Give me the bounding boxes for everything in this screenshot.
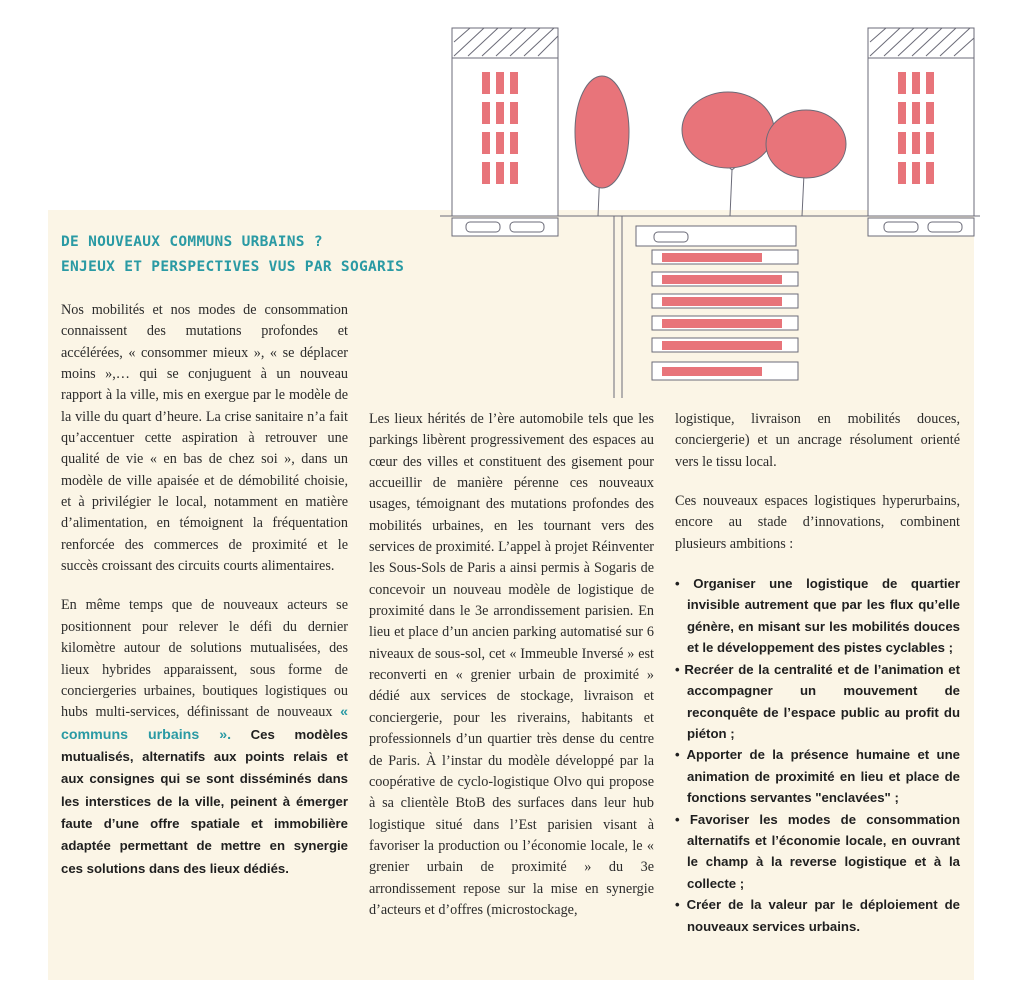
list-item: • Apporter de la présence humaine et une animation de proximité en lieu et place de fonctions servantes "enclavées" ;: [675, 744, 960, 808]
communs-urbains-highlight: « communs urbains ».: [61, 704, 348, 743]
list-item: • Organiser une logistique de quartier invisible autrement que par les flux qu’elle génère, en misant sur les mobilités douces et le développement des pistes cyclables ;: [675, 573, 960, 659]
col1-p2-text: En même temps que de nouveaux acteurs se positionnent pour relever le défi du dernier kilomètre autour de solutions mutualisées, des lieux hybrides apparaissent, sous forme de conciergeries urbaines, boutiques logistiques ou hubs multi-services, définissant de nouveaux: [61, 597, 348, 721]
col1-p2-bold: Ces modèles mutualisés, alternatifs aux points relais et aux consignes qui se sont disséminés dans les interstices de la ville, peinent à émerger faute d’une offre spatiale et immobilière adaptée permettant de mettre en synergie ces solutions dans des lieux dédiés.: [61, 726, 348, 876]
ambitions-list: [675, 573, 960, 937]
list-item: • Créer de la valeur par le déploiement de nouveaux services urbains.: [675, 894, 960, 937]
right-building-icon: [868, 28, 974, 216]
heading-line-2: ENJEUX ET PERSPECTIVES VUS PAR SOGARIS: [61, 259, 405, 275]
column-2: [369, 409, 654, 939]
city-parking-illustration: [440, 20, 980, 400]
col1-paragraph-2: [61, 595, 348, 879]
heading-line-1: DE NOUVEAUX COMMUNS URBAINS ?: [61, 234, 323, 250]
col3-paragraph-1: logistique, livraison en mobilités douces, conciergerie) et un ancrage résolument orienté vers le tissu local.: [675, 411, 960, 470]
left-building-icon: [452, 28, 558, 216]
col2-paragraph-1: Les lieux hérités de l’ère automobile tels que les parkings libèrent progressivement des espaces au cœur des villes et constituent des gisement pour accueillir de manière pérenne ces nouveaux usages, témoignant des mutations profondes des mobilités urbaines, en les tournant vers des services de proximité. L’appel à projet Réinventer les Sous-Sols de Paris a ainsi permis à Sogaris de concevoir un nouveau modèle de logistique de proximité dans le 3e arrondissement parisien. En lieu et place d’un ancien parking automatisé sur 6 niveaux de sous-sol, cet « Immeuble Inversé » est reconverti en « grenier urbain de proximité » dédié aux services de stockage, livraison et conciergerie, pour les riverains, habitants et professionnels d’un quartier très dense du centre de Paris. À l’instar du modèle développé par la coopérative de cyclo-logistique Olvo qui propose à sa clientèle BtoB des surfaces dans leur hub logistique situé dans l’Est parisien visant à favoriser la production ou l’économie locale, le « grenier urbain de proximité » du 3e arrondissement repose sur la mise en synergie d’acteurs et d’offres (microstockage,: [369, 411, 654, 918]
list-item: • Recréer de la centralité et de l’animation et accompagner un mouvement de reconquête de l’espace public au profit du piéton ;: [675, 659, 960, 745]
col3-paragraph-2: Ces nouveaux espaces logistiques hyperurbains, encore au stade d’innovations, combinent plusieurs ambitions :: [675, 493, 960, 552]
col1-paragraph-1: Nos mobilités et nos modes de consommation connaissent des mutations profondes et accélérées, « consommer mieux », « se déplacer moins »,… qui se conjuguent à un nouveau rapport à la ville, mis en exergue par le modèle de la ville du quart d’heure. La crise sanitaire n’a fait qu’accentuer cette aspiration à retrouver une qualité de vie « en bas de chez soi », dans un modèle de ville apaisée et de démobilité choisie, et à privilégier le local, notamment en matière d’alimentation, en témoignent la fréquentation renforcée des commerces de proximité et le succès croissant des circuits courts alimentaires.: [61, 302, 348, 575]
column-3: [675, 409, 960, 937]
column-1: [61, 300, 348, 898]
tree-icons: [575, 76, 846, 216]
list-item: • Favoriser les modes de consommation alternatifs et l’économie locale, en ouvrant le champ à la reverse logistique et à la collecte ;: [675, 809, 960, 895]
article-heading: [61, 230, 404, 280]
